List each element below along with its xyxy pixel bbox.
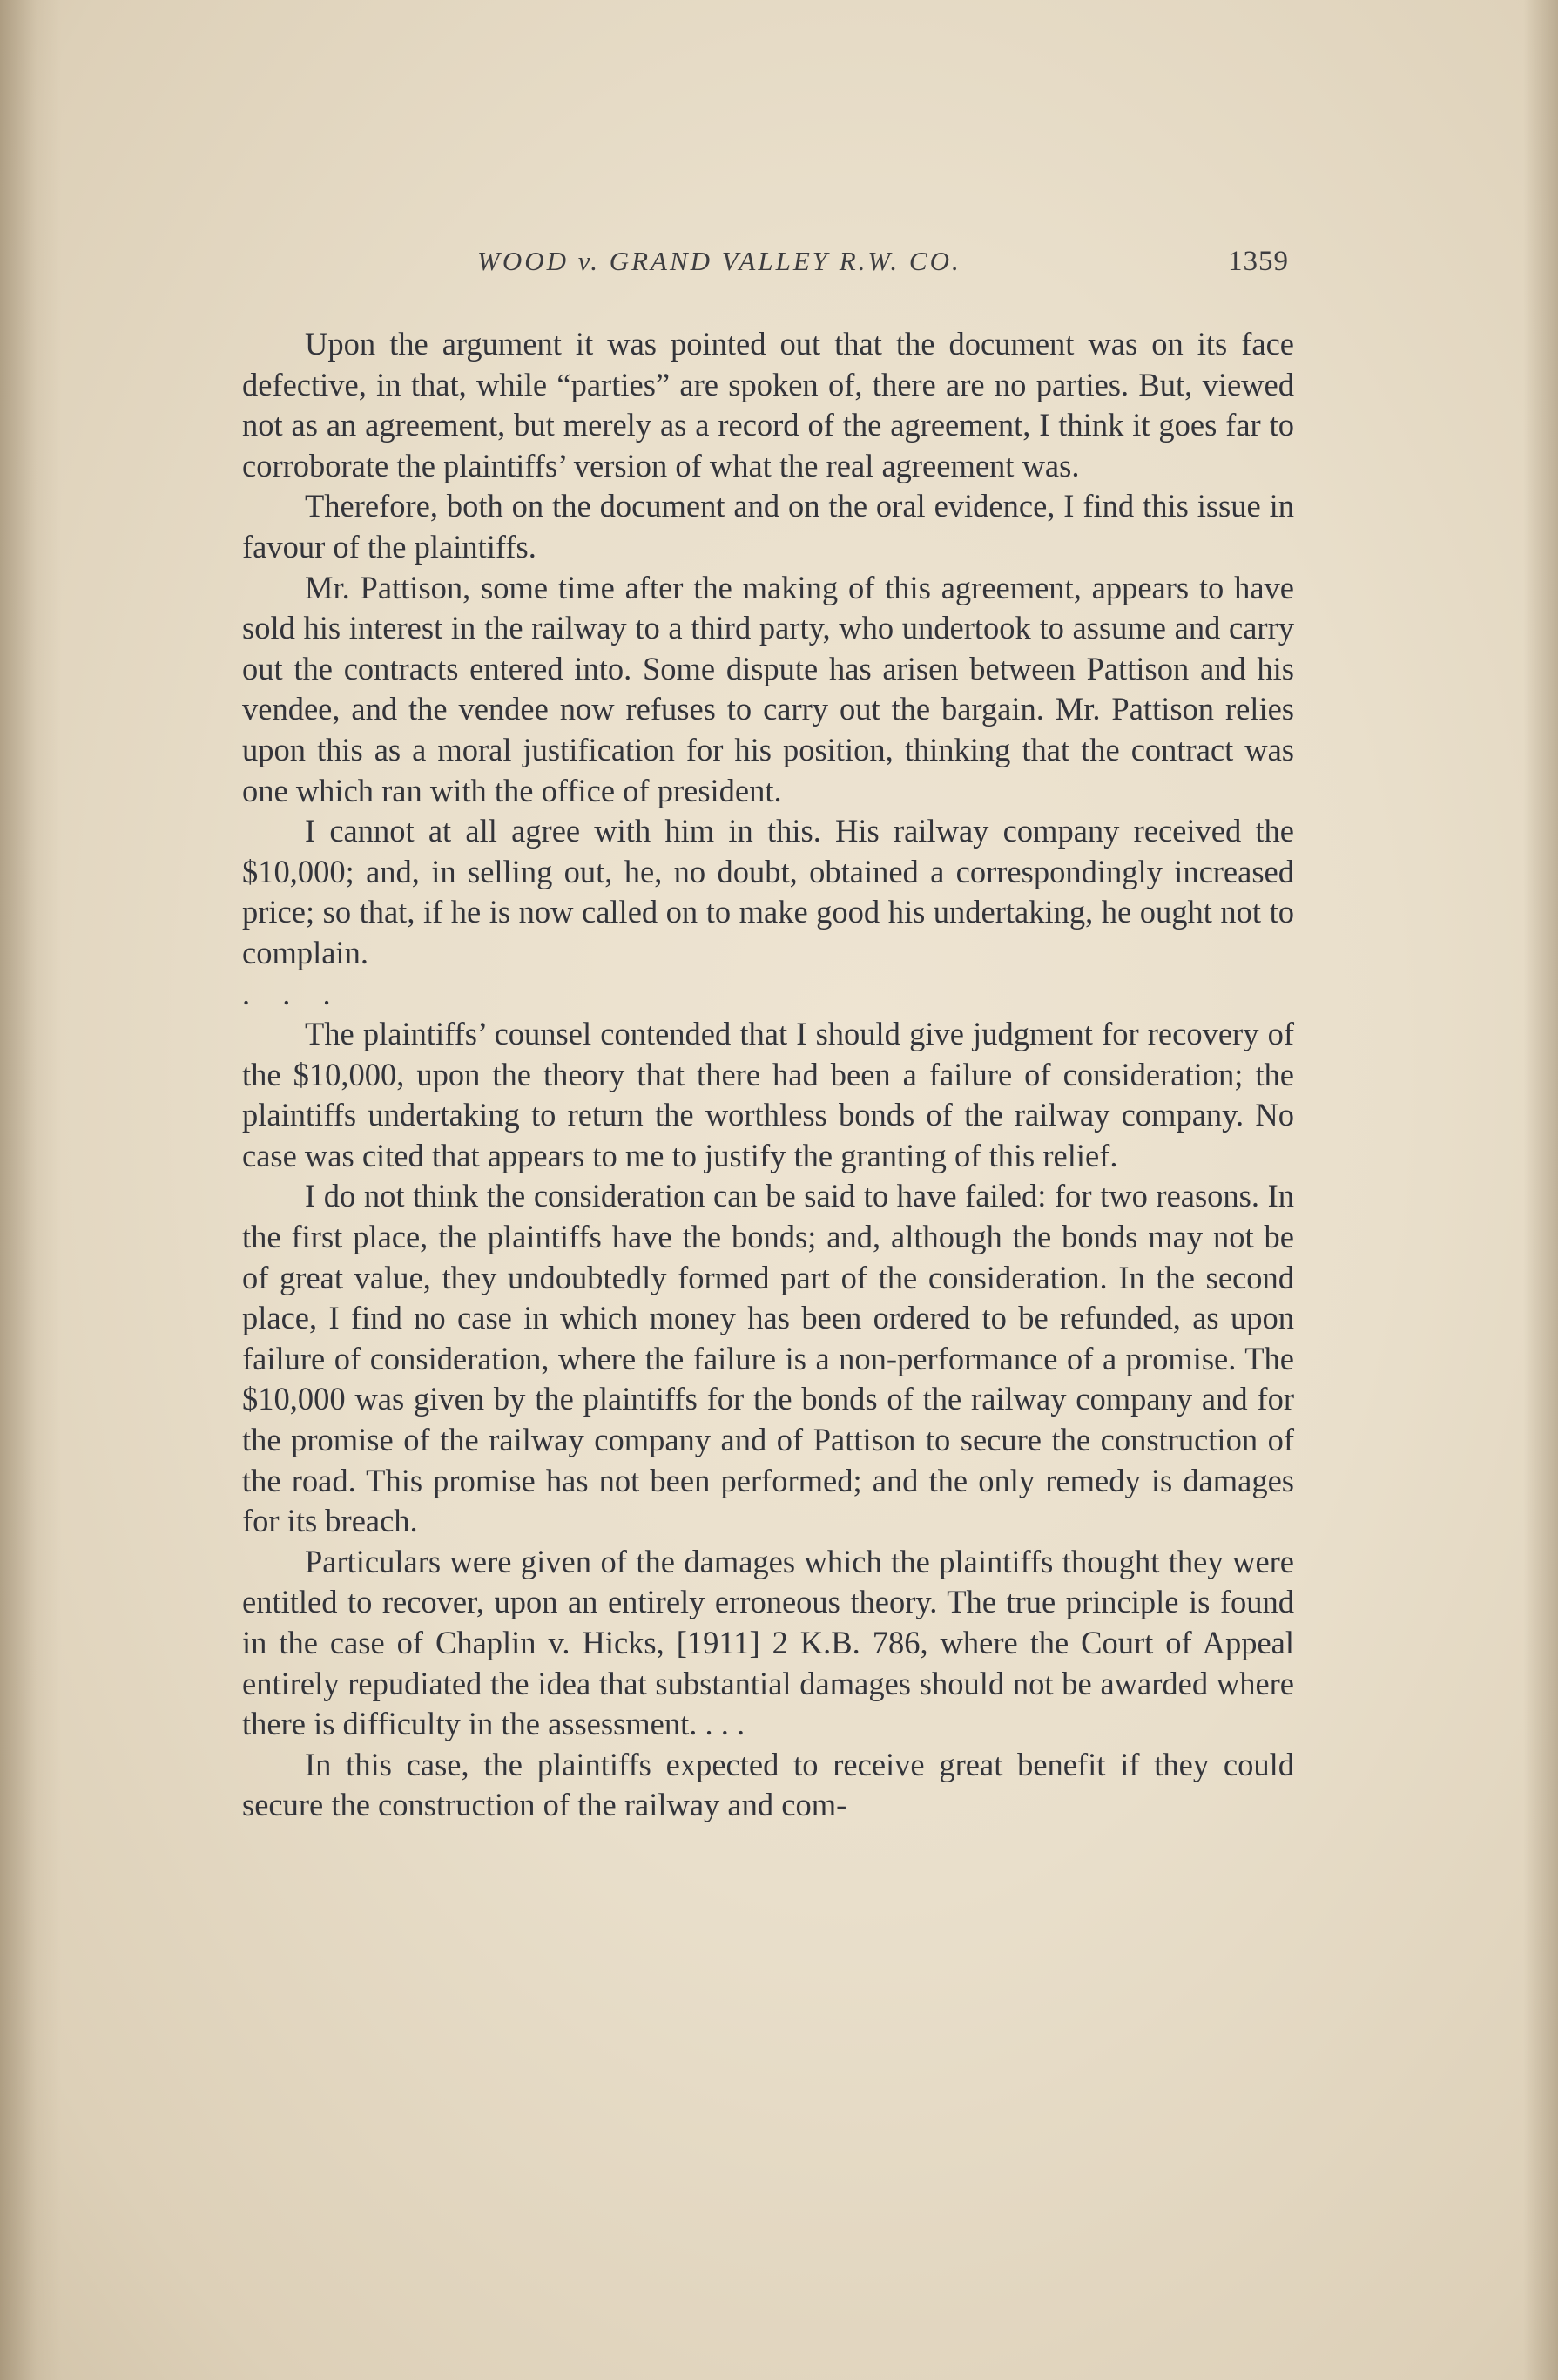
paragraph: Therefore, both on the document and on the oral evidence, I find this issue in favour of the plaintiffs. bbox=[242, 488, 1294, 565]
running-title: WOOD v. GRAND VALLEY R.W. CO. bbox=[477, 246, 961, 276]
paragraph: Mr. Pattison, some time after the making of this agreement, appears to have sold his interest in the railway to a third party, who undertook to assume and carry out the contracts entered into. Some dispute has arisen between Pattison and his vendee, and the vendee now refuses to carry out the bargain. Mr. Pattison relies upon this as a moral justification for his position, thinking that the contract was one which ran with the office of president. bbox=[242, 569, 1294, 808]
page-number: 1359 bbox=[1228, 246, 1289, 277]
paragraph: In this case, the plaintiffs expected to receive great benefit if they could secure the construction of the railway and com- bbox=[242, 1746, 1294, 1823]
running-head bbox=[242, 246, 1289, 289]
body-text bbox=[242, 324, 1294, 1826]
paragraph: Upon the argument it was pointed out that the document was on its face defective, in that, while “parties” are spoken of, there are no parties. But, viewed not as an agreement, but merely as a record of the agreement, I think it goes far to corroborate the plaintiffs’ version of what the real agreement was. bbox=[242, 326, 1294, 483]
ellipsis: . . . bbox=[242, 975, 343, 1011]
paragraph: I cannot at all agree with him in this. His railway company received the $10,000; and, in selling out, he, no doubt, obtained a correspondingly increased price; so that, if he is now called on to make good his undertaking, he ought not to complain. bbox=[242, 813, 1294, 970]
paragraph: Particulars were given of the damages which the plaintiffs thought they were entitled to recover, upon an entirely erroneous theory. The true principle is found in the case of Chaplin v. Hicks, [1911] 2 K.B. 786, where the Court of Appeal entirely repudiated the idea that substantial damages should not be awarded where there is difficulty in the assessment. . . . bbox=[242, 1543, 1294, 1742]
paragraph: I do not think the consideration can be said to have failed: for two reasons. In the first place, the plaintiffs have the bonds; and, although the bonds may not be of great value, they undoubtedly formed part of the consideration. In the second place, I find no case in which money has been ordered to be refunded, as upon failure of consideration, where the failure is a non-performance of a promise. The $10,000 was given by the plaintiffs for the bonds of the railway company and for the promise of the railway company and of Pattison to secure the construction of the road. This promise has not been performed; and the only remedy is damages for its breach. bbox=[242, 1178, 1294, 1539]
paragraph: The plaintiffs’ counsel contended that I should give judgment for recovery of the $10,000, upon the theory that there had been a failure of consideration; the plaintiffs undertaking to return the worthless bonds of the railway company. No case was cited that appears to me to justify the granting of this relief. bbox=[242, 1016, 1294, 1173]
